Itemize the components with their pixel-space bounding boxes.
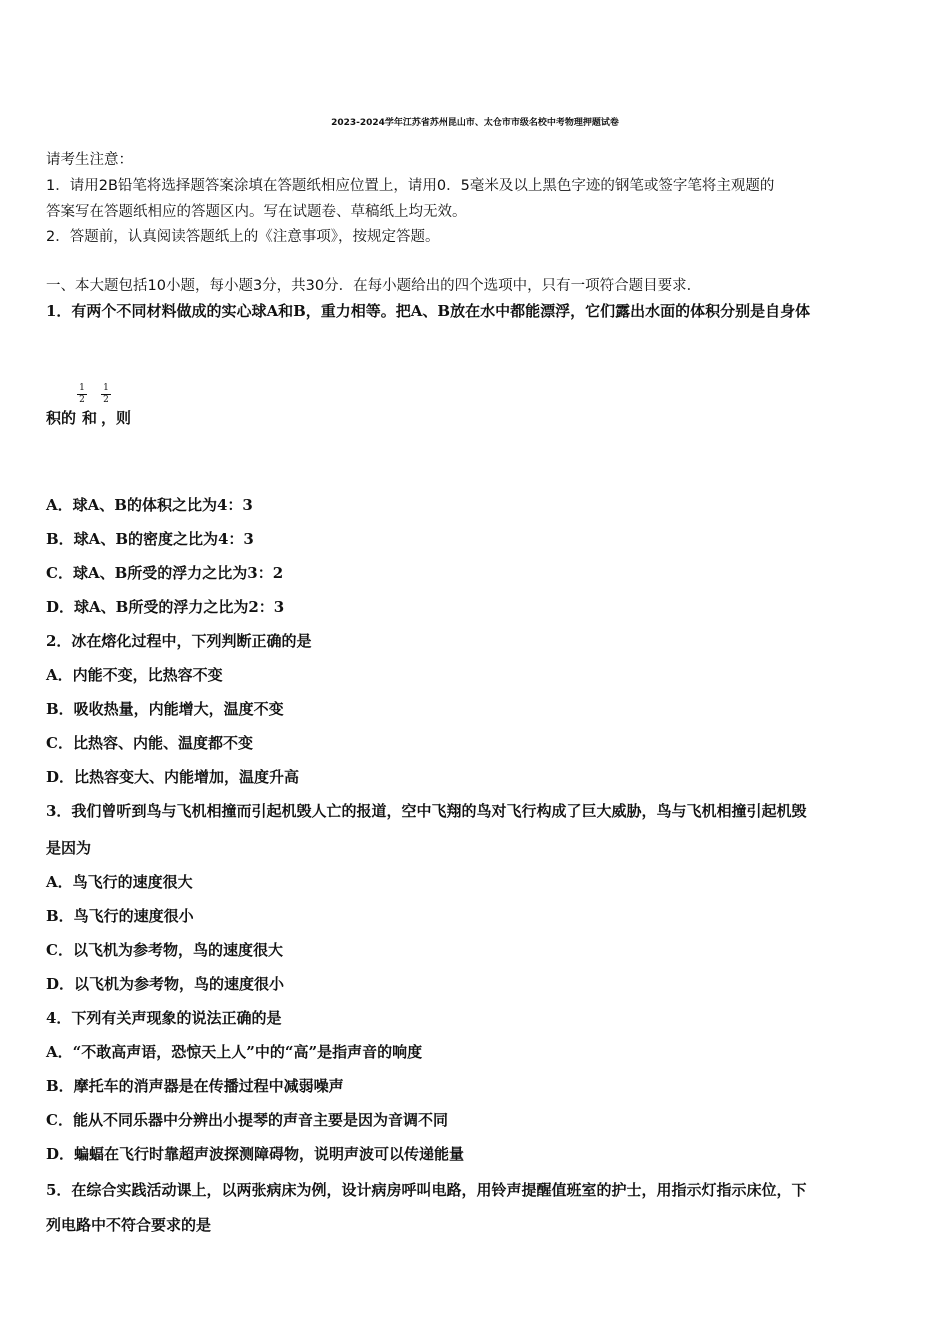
q2-option-b: B．吸收热量，内能增大，温度不变 bbox=[46, 700, 284, 718]
q2-option-c: C．比热容、内能、温度都不变 bbox=[46, 734, 253, 752]
q1-option-d: D．球A、B所受的浮力之比为2：3 bbox=[46, 598, 285, 616]
q1-cont-c: ，则 bbox=[101, 409, 132, 427]
q1-frac2-num: 1 bbox=[103, 383, 109, 393]
q3-option-a: A．鸟飞行的速度很大 bbox=[46, 873, 193, 891]
notice-item-2: 2．答题前，认真阅读答题纸上的《注意事项》，按规定答题。 bbox=[46, 229, 440, 245]
notice-item-1a: 1．请用2B铅笔将选择题答案涂填在答题纸相应位置上，请用0．5毫米及以上黑色字迹的钢笔或签字笔将主观题的 bbox=[46, 178, 775, 194]
q2-option-a: A．内能不变，比热容不变 bbox=[46, 666, 223, 684]
q3-option-c: C．以飞机为参考物，鸟的速度很大 bbox=[46, 941, 283, 959]
q4-stem: 4．下列有关声现象的说法正确的是 bbox=[46, 1009, 282, 1027]
q1-cont-b: 和 bbox=[82, 409, 98, 427]
q1-option-c: C．球A、B所受的浮力之比为3：2 bbox=[46, 564, 284, 582]
section-heading: 一、本大题包括10小题，每小题3分，共30分．在每小题给出的四个选项中，只有一项符合题目要求． bbox=[46, 278, 702, 294]
notice-heading: 请考生注意： bbox=[46, 152, 133, 168]
q1-frac1-den: 2 bbox=[79, 395, 85, 405]
q1-cont-a: 积的 bbox=[46, 409, 77, 427]
q1-option-b: B．球A、B的密度之比为4：3 bbox=[46, 530, 254, 548]
q1-stem: 1．有两个不同材料做成的实心球A和B，重力相等。把A、B放在水中都能漂浮，它们露出水面的体积分别是自身体 bbox=[46, 302, 811, 320]
q1-fraction-1 bbox=[77, 384, 87, 405]
q3-option-b: B．鸟飞行的速度很小 bbox=[46, 907, 194, 925]
q1-frac2-den: 2 bbox=[103, 395, 109, 405]
q4-option-a: A．“不敢高声语，恐惊天上人”中的“高”是指声音的响度 bbox=[46, 1043, 423, 1061]
q5-stem-a: 5．在综合实践活动课上，以两张病床为例，设计病房呼叫电路，用铃声提醒值班室的护士，用指示灯指示床位，下 bbox=[46, 1181, 807, 1199]
q2-stem: 2．冰在熔化过程中，下列判断正确的是 bbox=[46, 632, 312, 650]
q1-option-a: A．球A、B的体积之比为4：3 bbox=[46, 496, 253, 514]
q4-option-d: D．蝙蝠在飞行时靠超声波探测障碍物，说明声波可以传递能量 bbox=[46, 1145, 465, 1163]
q3-stem-b: 是因为 bbox=[46, 839, 92, 857]
page-title: 2023-2024学年江苏省苏州昆山市、太仓市市级名校中考物理押题试卷 bbox=[331, 118, 619, 128]
q1-frac1-num: 1 bbox=[79, 383, 85, 393]
q1-cont bbox=[46, 408, 131, 428]
q1-fraction-2 bbox=[101, 384, 111, 405]
q5-stem-b: 列电路中不符合要求的是 bbox=[46, 1216, 212, 1234]
q2-option-d: D．比热容变大、内能增加，温度升高 bbox=[46, 768, 300, 786]
q4-option-b: B．摩托车的消声器是在传播过程中减弱噪声 bbox=[46, 1077, 344, 1095]
notice-item-1b: 答案写在答题纸相应的答题区内。写在试题卷、草稿纸上均无效。 bbox=[46, 204, 467, 220]
q3-stem-a: 3．我们曾听到鸟与飞机相撞而引起机毁人亡的报道，空中飞翔的鸟对飞行构成了巨大威胁，鸟与飞机相撞引起机毁 bbox=[46, 802, 807, 820]
q3-option-d: D．以飞机为参考物，鸟的速度很小 bbox=[46, 975, 285, 993]
q4-option-c: C．能从不同乐器中分辨出小提琴的声音主要是因为音调不同 bbox=[46, 1111, 448, 1129]
